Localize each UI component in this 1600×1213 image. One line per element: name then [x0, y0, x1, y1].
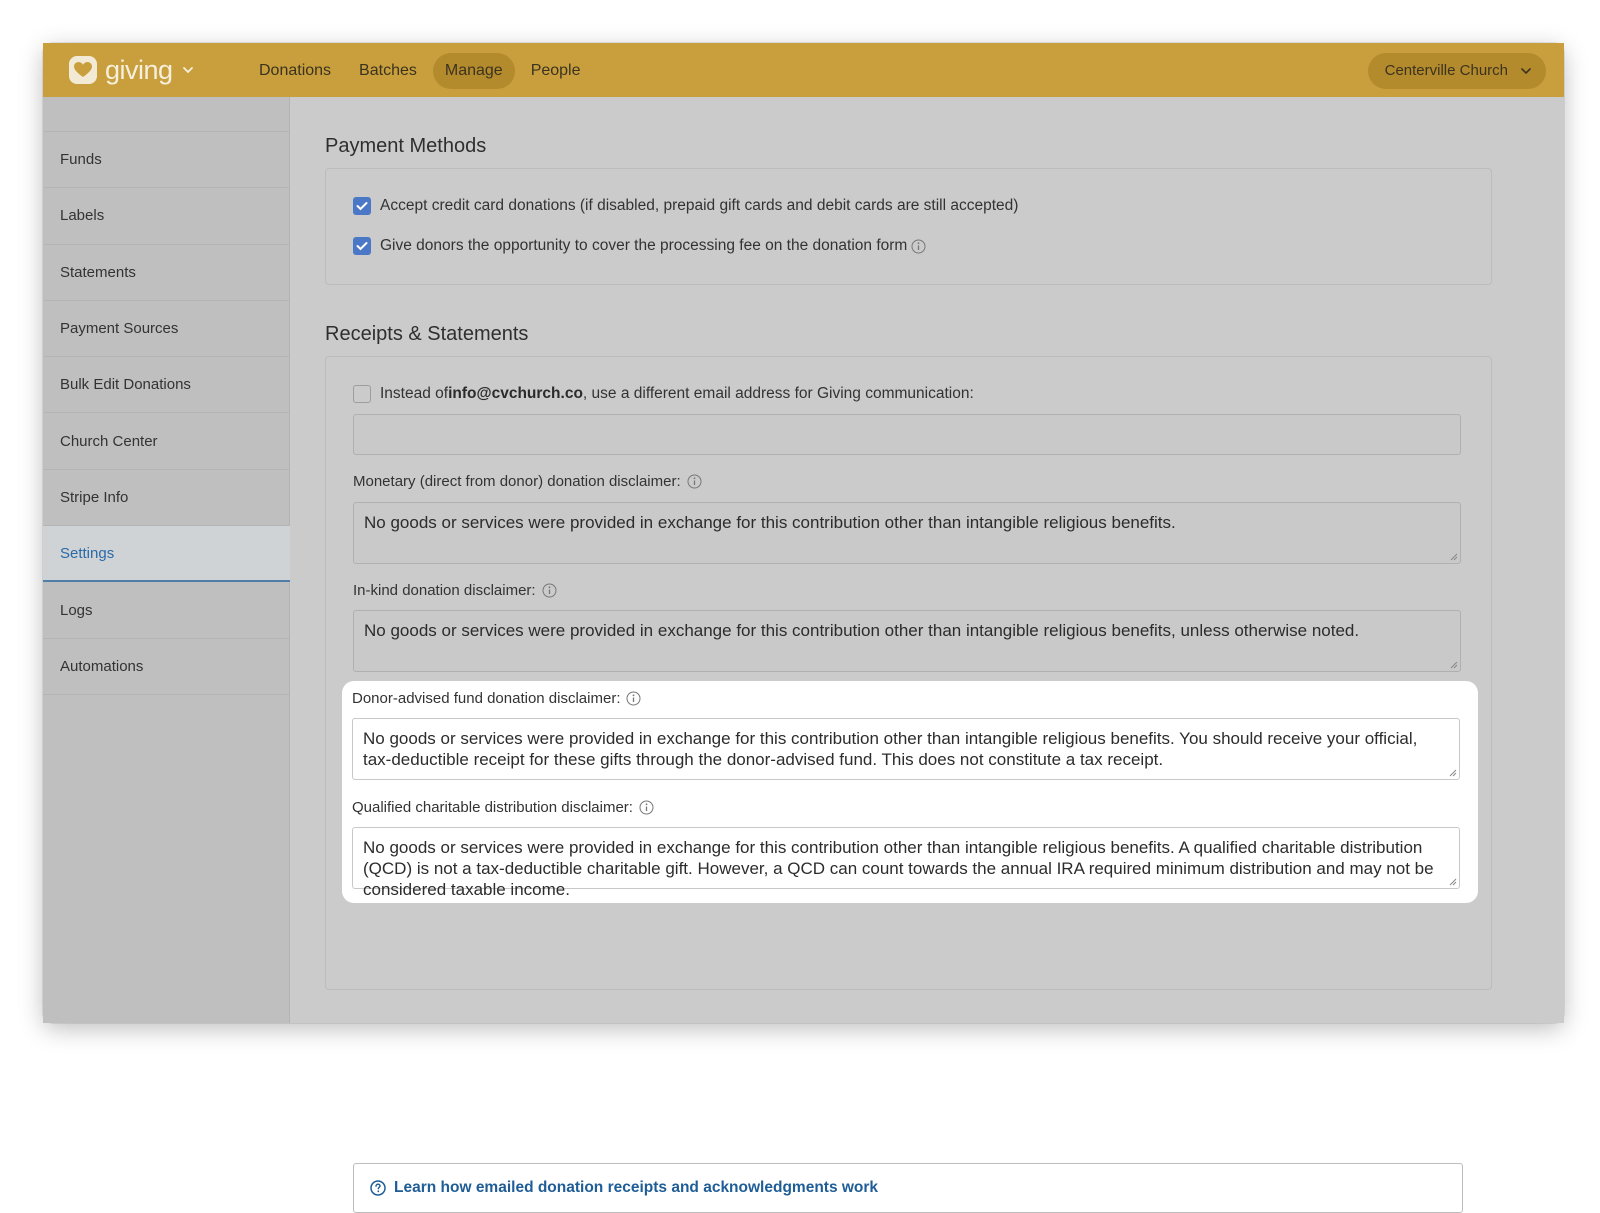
- organization-name: Centerville Church: [1384, 62, 1508, 79]
- current-email: info@cvchurch.co: [448, 385, 583, 402]
- monetary-disclaimer-text: No goods or services were provided in exchange for this contribution other than intangible religious benefits.: [364, 513, 1176, 532]
- alt-email-suffix: , use a different email address for Giving communication:: [582, 385, 974, 402]
- learn-receipts-link[interactable]: [353, 1163, 1463, 1213]
- daf-disclaimer-label: Donor-advised fund donation disclaimer:: [352, 690, 621, 707]
- monetary-disclaimer-label: Monetary (direct from donor) donation disclaimer:: [353, 473, 681, 490]
- help-circle-icon: [370, 1180, 386, 1196]
- checkmark-icon: [356, 241, 368, 251]
- resize-handle-icon[interactable]: [1449, 660, 1458, 669]
- giving-heart-icon: [69, 56, 97, 84]
- alt-email-input[interactable]: [353, 414, 1461, 455]
- sidebar-item-statements[interactable]: Statements: [43, 245, 290, 301]
- sidebar-item-bulk-edit-donations[interactable]: Bulk Edit Donations: [43, 357, 290, 413]
- top-bar: [43, 43, 1564, 97]
- monetary-disclaimer-textarea[interactable]: [353, 502, 1461, 564]
- resize-handle-icon[interactable]: [1448, 877, 1457, 886]
- qcd-disclaimer-label-row: [352, 799, 654, 816]
- app-window: [43, 43, 1564, 1196]
- payment-methods-title: Payment Methods: [325, 135, 487, 157]
- inkind-disclaimer-text: No goods or services were provided in exchange for this contribution other than intangible religious benefits, unless otherwise noted.: [364, 621, 1360, 640]
- alt-email-row: [353, 385, 974, 403]
- daf-disclaimer-text: No goods or services were provided in exchange for this contribution other than intangible religious benefits. You should receive your official, tax-deductible receipt for these gifts through the donor-advised fund. This does not constitute a tax receipt.: [363, 729, 1418, 769]
- sidebar-item-payment-sources[interactable]: Payment Sources: [43, 301, 290, 357]
- sidebar-item-automations[interactable]: Automations: [43, 639, 290, 695]
- inkind-disclaimer-label-row: [353, 582, 557, 599]
- accept-credit-label: Accept credit card donations (if disabled, prepaid gift cards and debit cards are still accepted): [380, 197, 1019, 214]
- sidebar: [43, 97, 290, 1023]
- payment-methods-panel: [325, 168, 1492, 285]
- nav-manage[interactable]: Manage: [433, 53, 515, 89]
- receipts-statements-title: Receipts & Statements: [325, 323, 529, 345]
- organization-switcher[interactable]: [1368, 53, 1546, 89]
- sidebar-menu: [43, 131, 290, 695]
- info-icon[interactable]: [542, 583, 557, 598]
- sidebar-item-funds[interactable]: Funds: [43, 132, 290, 188]
- alt-email-prefix: Instead of: [380, 385, 449, 402]
- resize-handle-icon[interactable]: [1449, 552, 1458, 561]
- chevron-down-icon: [1520, 65, 1532, 77]
- accept-credit-row: [353, 197, 1018, 215]
- main-nav: [247, 53, 593, 89]
- inkind-disclaimer-label: In-kind donation disclaimer:: [353, 582, 536, 599]
- daf-disclaimer-textarea[interactable]: [352, 718, 1460, 780]
- sidebar-item-stripe-info[interactable]: Stripe Info: [43, 470, 290, 526]
- qcd-disclaimer-label: Qualified charitable distribution disclaimer:: [352, 799, 633, 816]
- cover-fee-checkbox[interactable]: [353, 237, 371, 255]
- accept-credit-checkbox[interactable]: [353, 197, 371, 215]
- cover-fee-label: Give donors the opportunity to cover the processing fee on the donation form: [380, 237, 908, 254]
- app-name: giving: [105, 54, 173, 85]
- info-icon[interactable]: [626, 691, 641, 706]
- monetary-disclaimer-label-row: [353, 473, 702, 490]
- app-switcher[interactable]: [69, 54, 195, 86]
- info-icon[interactable]: [911, 239, 926, 254]
- resize-handle-icon[interactable]: [1448, 768, 1457, 777]
- nav-donations[interactable]: Donations: [259, 62, 332, 79]
- inkind-disclaimer-textarea[interactable]: [353, 610, 1461, 672]
- learn-receipts-text: Learn how emailed donation receipts and acknowledgments work: [394, 1179, 879, 1196]
- nav-batches[interactable]: Batches: [359, 62, 417, 79]
- alt-email-checkbox[interactable]: [353, 385, 371, 403]
- info-icon[interactable]: [639, 800, 654, 815]
- sidebar-item-settings[interactable]: Settings: [43, 526, 290, 582]
- nav-people[interactable]: People: [530, 62, 581, 79]
- chevron-down-icon: [181, 63, 195, 77]
- cover-fee-row: [353, 237, 926, 255]
- daf-disclaimer-label-row: [352, 690, 641, 707]
- qcd-disclaimer-textarea[interactable]: [352, 827, 1460, 899]
- info-icon[interactable]: [687, 474, 702, 489]
- sidebar-item-logs[interactable]: Logs: [43, 582, 290, 638]
- highlighted-disclaimers: [342, 681, 1478, 903]
- sidebar-item-church-center[interactable]: Church Center: [43, 413, 290, 469]
- checkmark-icon: [356, 201, 368, 211]
- sidebar-item-labels[interactable]: Labels: [43, 188, 290, 244]
- qcd-disclaimer-text: No goods or services were provided in exchange for this contribution other than intangible religious benefits. A qualified charitable distribution (QCD) is not a tax-deductible charitable gift. However, a QCD can count towards the annual IRA required minimum distribution and may not be considered taxable income.: [363, 838, 1434, 899]
